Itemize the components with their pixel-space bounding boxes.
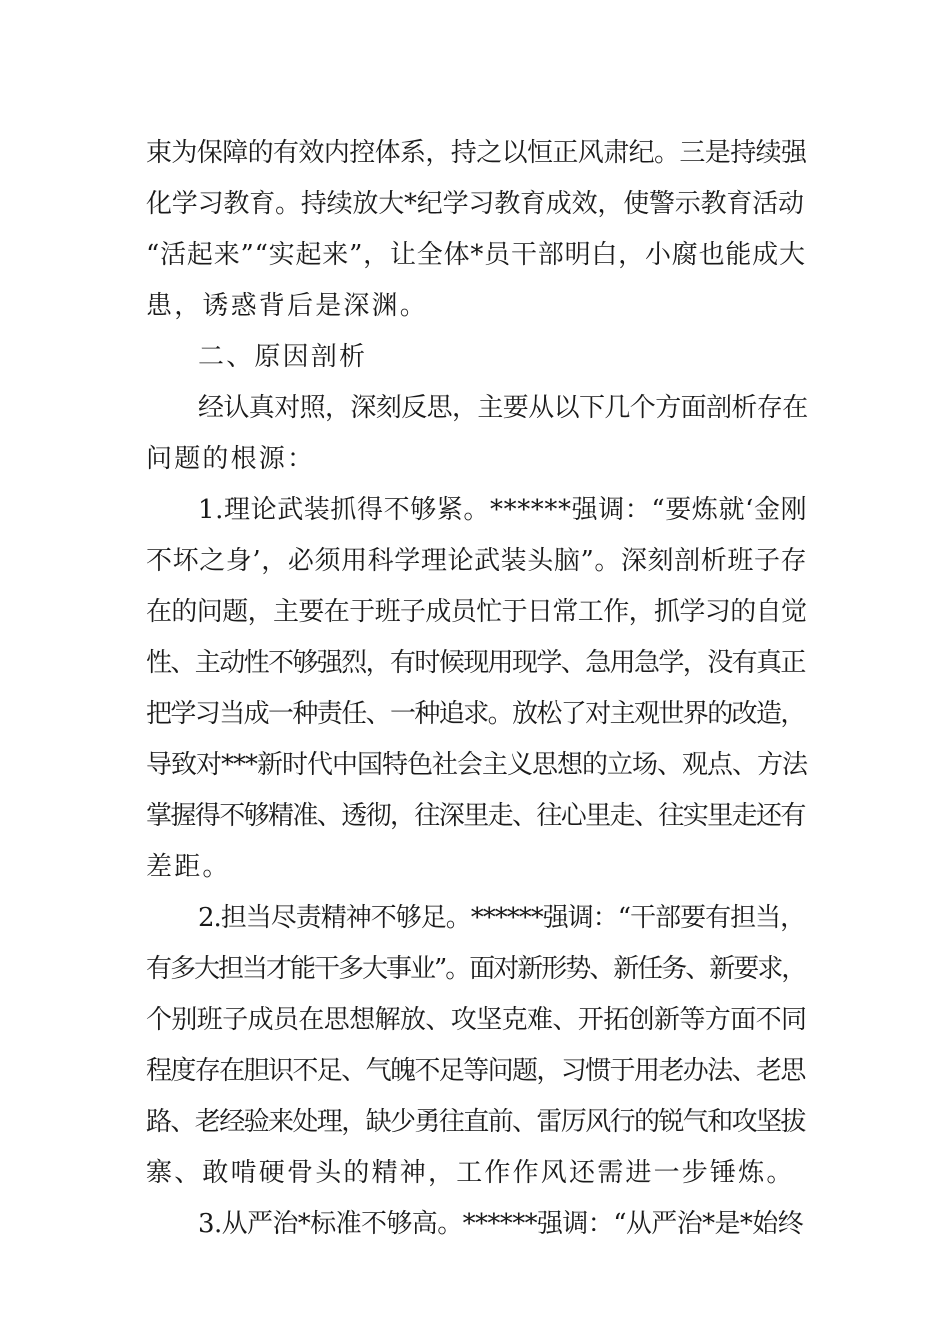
text-line: 把学习当成一种责任、一种追求。放松了对主观世界的改造， [146,699,805,729]
text-line: 2.担当尽责精神不够足。******强调：“干部要有担当， [198,903,806,933]
text-line: 患，诱惑背后是深渊。 [146,291,429,321]
text-line: 3.从严治*标准不够高。******强调：“从严治*是*始终 [198,1209,804,1239]
text-line: 个别班子成员在思想解放、攻坚克难、开拓创新等方面不同 [146,1005,807,1035]
text-line: 性、主动性不够强烈，有时候现用现学、急用急学，没有真正 [146,648,805,678]
text-line: 化学习教育。持续放大*纪学习教育成效，使警示教育活动 [146,189,804,219]
text-line: 差距。 [146,852,231,882]
text-line: 导致对***新时代中国特色社会主义思想的立场、观点、方法 [146,750,808,780]
text-line: 路、老经验来处理，缺少勇往直前、雷厉风行的锐气和攻坚拔 [146,1107,805,1137]
text-line: 寨、敢啃硬骨头的精神，工作作风还需进一步锤炼。 [146,1158,795,1188]
text-line: 1.理论武装抓得不够紧。******强调：“要炼就‘金刚 [198,495,808,525]
document-body [146,128,808,1250]
text-line: 经认真对照，深刻反思，主要从以下几个方面剖析存在 [198,393,808,423]
text-line: 不坏之身’，必须用科学理论武装头脑”。深刻剖析班子存 [146,546,808,576]
text-line: “活起来”“实起来”，让全体*员干部明白，小腐也能成大 [146,240,806,270]
text-line: 有多大担当才能干多大事业”。面对新形势、新任务、新要求， [146,954,806,984]
text-line: 束为保障的有效内控体系，持之以恒正风肃纪。三是持续强 [146,138,807,168]
text-line: 掌握得不够精准、透彻，往深里走、往心里走、往实里走还有 [146,801,805,831]
section-heading: 二、原因剖析 [198,342,368,372]
text-line: 问题的根源： [146,444,316,474]
text-line: 在的问题，主要在于班子成员忙于日常工作，抓学习的自觉 [146,597,807,627]
text-line: 程度存在胆识不足、气魄不足等问题，习惯于用老办法、老思 [146,1056,805,1086]
